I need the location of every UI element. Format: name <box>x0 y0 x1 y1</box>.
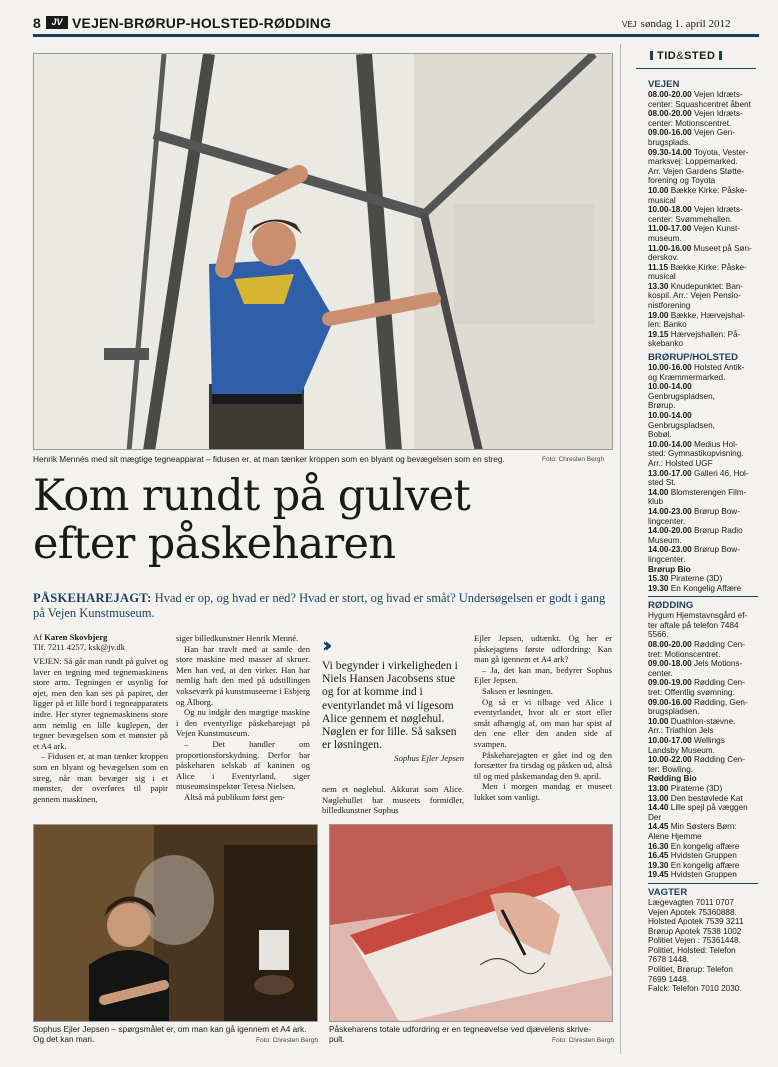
event-text: Vejen Idræts- <box>691 90 743 99</box>
event-line <box>648 669 758 679</box>
headline <box>33 472 613 568</box>
event-text: Vejen Kunst- <box>691 224 740 234</box>
event-line <box>648 176 758 186</box>
article-intro <box>33 591 618 621</box>
contact-line: Politiet Vejen : 75361448. <box>648 936 741 946</box>
event-text: sted: Gymnastikopvisning. <box>648 449 744 459</box>
region-heading: BRØRUP/HOLSTED <box>648 352 739 364</box>
event-text: Arr.: Triathlon Jels <box>648 726 714 736</box>
event-line <box>648 311 758 321</box>
event-line <box>648 555 758 565</box>
region-heading: VEJEN <box>648 79 680 90</box>
event-time: 10.00-16.00 <box>648 363 692 373</box>
event-line <box>648 459 758 469</box>
event-time: 19.00 <box>648 310 669 320</box>
byline-prefix: Af <box>33 632 45 642</box>
article-column-3-tail <box>322 784 464 816</box>
event-line <box>648 430 758 440</box>
event-text: Rødding Cen- <box>691 755 745 765</box>
event-line <box>648 650 758 660</box>
event-text: len: Banko <box>648 320 687 330</box>
event-line <box>648 630 758 640</box>
event-text: Hygum Hjemstavnsgård ef- <box>648 611 748 621</box>
event-line <box>648 507 758 517</box>
event-text: Galleri 46, Hol- <box>691 468 749 478</box>
sidebar-title <box>646 50 726 62</box>
event-line <box>648 688 758 698</box>
event-line <box>648 186 758 196</box>
title-right: STED <box>684 50 716 62</box>
event-line <box>648 263 758 273</box>
event-time: 08.00-20.00 <box>648 109 692 119</box>
bottom-photo-right <box>329 824 613 1022</box>
event-text: Piraterne (3D) <box>668 783 723 793</box>
event-time: 10.00-17.00 <box>648 736 692 745</box>
event-time: 19.30 <box>648 583 669 593</box>
event-text: Jels Motions- <box>691 659 743 669</box>
event-time: 14.45 <box>648 822 669 832</box>
event-text: marksvej: Loppemarked. <box>648 157 738 167</box>
event-text: Bække Kirke: Påske- <box>668 185 748 195</box>
event-time: 14.40 <box>648 803 669 813</box>
event-line <box>648 330 758 340</box>
caption-line: Påskeharens totale udfordring er en tegneøvelse ved djævelens skrive- <box>329 1024 591 1034</box>
event-line <box>648 640 758 650</box>
event-line <box>648 301 758 311</box>
pull-quote <box>322 633 464 763</box>
event-text: derskov. <box>648 253 679 263</box>
event-line <box>648 611 758 621</box>
caption-line: Sophus Ejler Jepsen – spørgsmålet er, om man kan gå igennem et A4 ark. <box>33 1024 307 1034</box>
event-line <box>648 253 758 263</box>
event-line <box>648 363 758 373</box>
event-text: center: Squashcentret åbent <box>648 99 751 109</box>
event-text: ter: Bowling. <box>648 764 694 774</box>
event-line <box>648 478 758 488</box>
event-line <box>648 291 758 301</box>
cinema-heading: Rødding Bio <box>648 774 697 784</box>
event-text: Museet på Søn- <box>691 243 752 253</box>
paragraph: Påskeharejagten er gået ind og den fortsætter fra tirsdag og påsken ud, altså til og med påskemandag den 9. april. <box>474 749 612 781</box>
event-line <box>648 794 758 804</box>
event-text: nistforening <box>648 301 691 311</box>
event-line <box>648 272 758 282</box>
event-text: En Kongelig Affære <box>668 583 742 593</box>
headline-line-2: efter påskeharen <box>33 519 396 569</box>
section-title: VEJEN-BRØRUP-HOLSTED-RØDDING <box>72 15 332 31</box>
intro-text: Hvad er op, og hvad er ned? Hvad er stort, og hvad er småt? Undersøgelsen er godt i gang på Vejen Kunstmuseum. <box>33 591 606 620</box>
event-time: 14.00-23.00 <box>648 506 692 516</box>
event-text: 5566. <box>648 630 669 640</box>
event-time: 09.30-14.00 <box>648 147 692 157</box>
event-line <box>648 870 758 880</box>
event-time: 09.00-18.00 <box>648 659 692 669</box>
event-line <box>648 517 758 527</box>
event-time: 13.30 <box>648 281 669 291</box>
event-text: Vejen Idræts- <box>691 109 743 119</box>
event-time: 09.00-16.00 <box>648 128 692 138</box>
event-text: skebanko <box>648 339 684 349</box>
article-column-4 <box>474 633 612 803</box>
event-text: En kongelig affære <box>668 841 740 851</box>
event-text: Vejen Gen- <box>691 128 735 138</box>
event-text: center: Svømmehallen. <box>648 214 733 224</box>
event-line <box>648 109 758 119</box>
event-line <box>648 678 758 688</box>
event-time: 14.00 <box>648 487 669 497</box>
event-text: Piraterne (3D) <box>668 574 723 584</box>
author-contact: Tlf. 7211 4257, ksk@jv.dk <box>33 642 126 652</box>
event-line <box>648 373 758 383</box>
event-text: Toyota, Vester- <box>691 147 749 157</box>
headline-line-1: Kom rundt på gulvet <box>33 471 471 521</box>
event-time: 08.00-20.00 <box>648 640 692 650</box>
rodding-events <box>648 611 758 774</box>
event-time: 19.30 <box>648 860 669 870</box>
event-text: og Kræmmermarked. <box>648 372 726 382</box>
paragraph: Ejler Jepsen, udtænkt. Og her er påskejagtens første udfordring: Kan man gå igennem et A4 ark? <box>474 633 612 665</box>
region-heading: RØDDING <box>648 600 694 612</box>
event-text: klub <box>648 497 664 507</box>
byline <box>33 632 163 652</box>
contact-line: Lægevagten 7011 0707 <box>648 897 734 907</box>
event-text: Hvidsten Gruppen <box>668 851 737 861</box>
event-text: Hvidsten Gruppen <box>668 870 737 880</box>
event-line <box>648 746 758 756</box>
event-time: 09.00-16.00 <box>648 697 692 707</box>
event-text: Bække Kirke: Påske- <box>668 262 747 272</box>
event-text: Wellings <box>691 736 725 745</box>
event-line <box>648 822 758 832</box>
rodding-cinema <box>648 784 758 880</box>
event-time: 09.00-19.00 <box>648 678 692 688</box>
event-text: brugspladsen. <box>648 707 700 717</box>
event-text: tret: Offentlig svømning. <box>648 688 735 698</box>
vejen-events <box>648 90 758 349</box>
event-line <box>648 497 758 507</box>
page-number: 8 <box>33 15 41 31</box>
sidebar-events <box>648 79 758 994</box>
event-time: 10.00-14.00 <box>648 411 692 420</box>
region-heading: VAGTER <box>648 886 688 898</box>
event-line <box>648 536 758 546</box>
event-line <box>648 119 758 129</box>
top-photo-credit: Foto: Chresten Bergh <box>542 456 605 463</box>
paragraph: VEJEN: Så går man rundt på gulvet og laver en tegning med tegnemaskinens store arm. Tegningen er usynlig for øjet, men den kan ses på papiret, der ligger på et lille bord i tegneapparatets indre. Her styrer tegnemaskinens store arm nemlig en lille kuglepen, der tegner bevægelsen som et mønster på et A4 ark. <box>33 656 168 751</box>
event-line <box>648 440 758 450</box>
title-left: TID <box>657 50 677 62</box>
region-rule <box>648 883 758 884</box>
contact-line: Politiet, Brørup: Telefon <box>648 965 733 975</box>
event-text: lingcenter. <box>648 516 686 526</box>
hand-drawing-illustration <box>330 825 613 1022</box>
event-time: 08.00-20.00 <box>648 90 692 99</box>
event-text: Der <box>648 812 662 822</box>
event-line <box>648 167 758 177</box>
event-text: Holsted Antik- <box>691 363 745 373</box>
event-line <box>648 382 758 401</box>
event-text: Min Søsters Børn: <box>668 822 737 832</box>
emergency-contacts <box>648 898 758 994</box>
paragraph: Og nu indgår den mægtige maskine i den eventyrlige påskeharejagt på Vejen Kunstmuseum. <box>176 707 310 739</box>
event-text: Brørup Bow- <box>691 506 740 516</box>
event-line <box>648 90 758 100</box>
sidebar-rule <box>636 68 756 69</box>
contact-line: Politiet, Holsted: Telefon <box>648 945 736 955</box>
paragraph: Altså må publikum først gen- <box>184 791 286 802</box>
event-line <box>648 339 758 349</box>
event-line <box>648 851 758 861</box>
event-line <box>648 736 758 746</box>
event-text: kospil. Arr.: Vejen Pensio- <box>648 291 741 301</box>
date-text: søndag 1. april 2012 <box>640 18 731 30</box>
contact-line: 7678 1448. <box>648 955 689 965</box>
article-column-2 <box>176 633 310 803</box>
contact-line: Brørup Apotek 7538 1002 <box>648 926 742 936</box>
event-line <box>648 803 758 813</box>
bottom-photo-left <box>33 824 318 1022</box>
bar-icon <box>719 51 722 60</box>
event-text: center: Motionscentret. <box>648 118 732 128</box>
event-time: 19.45 <box>648 870 669 880</box>
event-time: 11.00-16.00 <box>648 243 692 253</box>
event-time: 10.00 <box>648 185 669 195</box>
event-text: sted St. <box>648 478 676 488</box>
event-time: 13.00 <box>648 793 669 803</box>
event-line <box>648 320 758 330</box>
event-text: Hærvejshallen: På- <box>668 329 741 339</box>
event-line <box>648 205 758 215</box>
drawing-machine-illustration <box>34 54 613 450</box>
caption-line: pult. <box>329 1034 345 1044</box>
paragraph: – Det handler om proportionsforskydning. Derfor har påskeharen selskab af kaninen og Alice i Eventyrland, siger museumsinspektør Teresa Nielsen. <box>176 738 310 792</box>
quote-chevron-icon: ›› <box>322 633 327 657</box>
event-text: Den bestøvlede Kat <box>668 793 743 803</box>
contact-line: 7699 1448. <box>648 974 689 984</box>
event-line <box>648 698 758 708</box>
region-rule <box>648 596 758 597</box>
bar-icon <box>650 51 653 60</box>
man-with-paper-illustration <box>34 825 318 1022</box>
event-line <box>648 545 758 555</box>
bottom-right-credit: Foto: Chresten Bergh <box>552 1037 615 1044</box>
brorup-cinema <box>648 574 758 593</box>
event-time: 10.00-18.00 <box>648 205 692 215</box>
brorup-events <box>648 363 758 564</box>
contact-line: Falck: Telefon 7010 2030. <box>648 984 742 994</box>
event-line <box>648 244 758 254</box>
event-line <box>648 526 758 536</box>
event-text: Vejen Idræts- <box>691 205 743 215</box>
event-line <box>648 861 758 871</box>
event-text: Museum. <box>648 535 682 545</box>
event-line <box>648 765 758 775</box>
event-text: Rødding Cen- <box>691 640 745 650</box>
top-photo-caption: Henrik Mennés med sit mægtige tegneapparat – fidusen er, at man tænker kroppen som en blyant og bevægelsen som en streg. <box>33 454 505 464</box>
quote-source: Sophus Ejler Jepsen <box>394 753 464 764</box>
event-text: forening og Toyota <box>648 176 716 186</box>
event-line <box>648 148 758 158</box>
event-text: museum. <box>648 233 682 243</box>
paragraph: nem et nøglehul. Akkurat som Alice. Nøglehullet har museets formidler, billedkunstner Sophus <box>322 784 464 816</box>
event-text: Brørup. <box>648 401 676 411</box>
event-line <box>648 469 758 479</box>
event-line <box>648 726 758 736</box>
event-line <box>648 411 758 430</box>
event-text: brugsplads. <box>648 137 691 147</box>
caption-line: Og det kan man. <box>33 1034 95 1044</box>
event-text: Arr.: Holsted UGF <box>648 458 713 468</box>
event-line <box>648 100 758 110</box>
event-text: Arr. Vejen Gardens Støtte- <box>648 166 745 176</box>
event-time: 14.00-20.00 <box>648 526 692 536</box>
top-photo <box>33 53 613 450</box>
event-text: ter aftale på telefon 7484 <box>648 620 739 630</box>
cinema-heading: Brørup Bio <box>648 564 691 574</box>
event-text: Bække, Hærvejshal- <box>668 310 745 320</box>
event-text: Lille spejl på væggen <box>668 803 748 813</box>
event-time: 10.00-22.00 <box>648 755 692 765</box>
event-line <box>648 842 758 852</box>
event-time: 11.00-17.00 <box>648 224 692 234</box>
event-text: En kongelig affære <box>668 860 740 870</box>
event-text: Alene Hjemme <box>648 831 702 841</box>
event-text: center. <box>648 668 673 678</box>
contact-line: Vejen Apotek 75360888. <box>648 907 737 917</box>
article-column-1 <box>33 656 168 804</box>
event-time: 15.30 <box>648 574 669 584</box>
event-text: lingcenter. <box>648 554 686 564</box>
event-line <box>648 717 758 727</box>
event-line <box>648 813 758 823</box>
event-line <box>648 196 758 206</box>
event-time: 10.00 <box>648 716 669 726</box>
event-line <box>648 224 758 234</box>
issue-date <box>622 18 731 30</box>
event-line <box>648 832 758 842</box>
event-line <box>648 449 758 459</box>
event-text: tret: Motionscentret. <box>648 649 721 659</box>
event-time: 16.45 <box>648 851 669 861</box>
paper-badge: JV <box>46 16 68 29</box>
contact-line: Holsted Apotek 7539 3211 <box>648 917 744 927</box>
event-time: 10.00-14.00 <box>648 439 692 449</box>
event-time: 19.15 <box>648 329 669 339</box>
event-line <box>648 282 758 292</box>
paragraph: – Fidusen er, at man tænker kroppen som en blyant og bevægelsen som en streg, når man bevæger sig i et mønster, der overføres til papir gennem maskinen, <box>33 751 168 804</box>
event-line <box>648 215 758 225</box>
event-text: Knudepunktet: Ban- <box>668 281 744 291</box>
paragraph: Og så er vi tilbage ved Alice i eventyrlandet, hvor alt er stort eller småt afhængig af, om man har spist af den ene eller den anden side af svampen. <box>474 696 612 749</box>
header-rule <box>33 34 759 37</box>
intro-kicker: PÅSKEHAREJAGT: <box>33 591 152 605</box>
event-line <box>648 621 758 631</box>
event-line <box>648 401 758 411</box>
event-line <box>648 584 758 594</box>
bottom-left-credit: Foto: Chresten Bergh <box>256 1037 319 1044</box>
event-text: Genbrugspladsen, <box>648 391 715 401</box>
event-text: Landsby Museum. <box>648 745 715 755</box>
event-line <box>648 488 758 498</box>
event-time: 16.30 <box>648 841 669 851</box>
event-line <box>648 138 758 148</box>
event-line <box>648 755 758 765</box>
quote-text: Vi begynder i virkeligheden i Niels Hansen Jacobsens stue og for at komme ind i eventyrlandet må vi ligesom Alice gennem et nøglehul. Nøglen er for lille. Så saksen er løsningen. <box>322 659 458 752</box>
paragraph: siger billedkunstner Henrik Menné. <box>176 633 299 643</box>
event-text: Rødding, Gen- <box>691 697 748 707</box>
event-text: musical <box>648 272 676 282</box>
event-text: Duathlon-stævne. <box>668 716 736 726</box>
event-text: Rødding Cen- <box>691 678 745 688</box>
paragraph: Saksen er løsningen. <box>482 685 553 696</box>
event-line <box>648 574 758 584</box>
event-time: 10.00-14.00 <box>648 382 692 392</box>
paragraph: – Ja, det kan man, bedyrer Sophus Ejler Jepsen. <box>474 664 612 686</box>
event-line <box>648 659 758 669</box>
event-line <box>648 234 758 244</box>
author-name: Karen Skovbjerg <box>44 632 108 642</box>
event-line <box>648 128 758 138</box>
paragraph: Men i morgen mandag er museet lukket som vanligt. <box>474 781 612 802</box>
event-line <box>648 784 758 794</box>
title-amp: & <box>676 50 685 62</box>
paper-abbrev: VEJ <box>622 20 637 29</box>
event-text: Bobøl. <box>648 430 672 440</box>
event-text: Medius Hol- <box>691 439 738 449</box>
event-text: Brørup Bow- <box>691 545 740 555</box>
event-time: 11.15 <box>648 262 669 272</box>
event-time: 13.00 <box>648 783 669 793</box>
event-text: Genbrugspladsen, <box>648 420 715 430</box>
event-text: musical <box>648 195 676 205</box>
event-line <box>648 157 758 167</box>
event-text: Brørup Radio <box>691 526 743 536</box>
event-time: 13.00-17.00 <box>648 468 692 478</box>
event-line <box>648 707 758 717</box>
event-text: Blomsterengen Film- <box>668 487 747 497</box>
event-time: 14.00-23.00 <box>648 545 692 555</box>
paragraph: Han har travlt med at samle den store maskine med masser af skruer. Men han ved, at den virker. Han har nemlig haft den med på udstillingen vokseværk på kunstmuseerne i Esbjerg og Ålborg. <box>176 643 310 707</box>
